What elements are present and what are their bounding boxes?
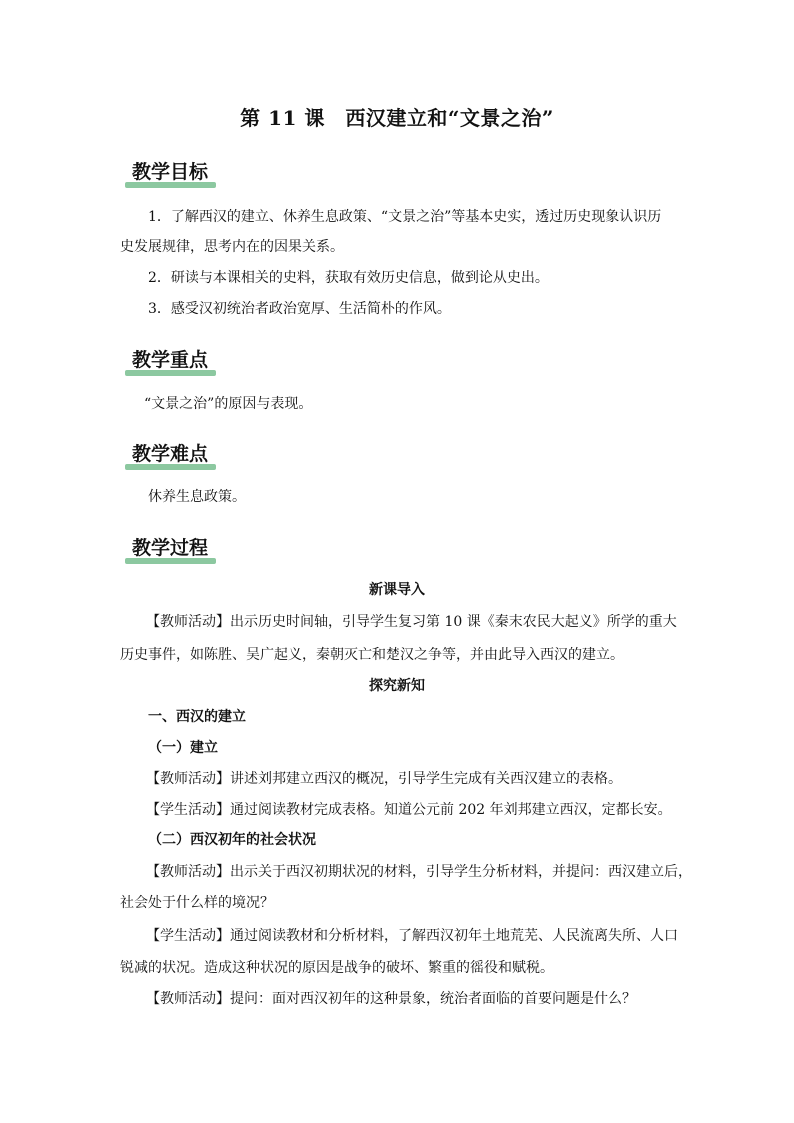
sub-heading-1: （一）建立 xyxy=(148,740,218,756)
section-heading-difficult xyxy=(130,442,210,466)
section-heading-process xyxy=(130,536,210,560)
intro-line-2: 历史事件，如陈胜、吴广起义，秦朝灭亡和楚汉之争等，并由此导入西汉的建立。 xyxy=(120,647,624,663)
section-heading-key xyxy=(130,348,210,372)
goal-line-2: 史发展规律，思考内在的因果关系。 xyxy=(120,239,344,255)
difficult-point-text: 休养生息政策。 xyxy=(148,489,246,505)
sub1-line-2: 【学生活动】通过阅读教材完成表格。知道公元前 202 年刘邦建立西汉，定都长安。 xyxy=(146,802,672,818)
intro-heading: 新课导入 xyxy=(369,582,425,598)
sub2-line-1: 【教师活动】出示关于西汉初期状况的材料，引导学生分析材料，并提问：西汉建立后， xyxy=(146,864,692,880)
goal-line-3: 2．研读与本课相关的史料，获取有效历史信息，做到论从史出。 xyxy=(148,270,549,286)
intro-line-1: 【教师活动】出示历史时间轴，引导学生复习第 10 课《秦末农民大起义》所学的重大 xyxy=(146,614,677,630)
sub2-line-5: 【教师活动】提问：面对西汉初年的这种景象，统治者面临的首要问题是什么？ xyxy=(146,991,636,1007)
sub2-line-4: 锐减的状况。造成这种状况的原因是战争的破坏、繁重的徭役和赋税。 xyxy=(120,960,554,976)
page-title: 第 11 课 西汉建立和“文景之治” xyxy=(240,106,554,130)
goal-line-4: 3．感受汉初统治者政治宽厚、生活简朴的作风。 xyxy=(148,301,451,317)
sub-heading-2: （二）西汉初年的社会状况 xyxy=(148,832,316,848)
key-point-text: “文景之治”的原因与表现。 xyxy=(144,396,313,412)
section-heading-goals xyxy=(130,160,210,184)
section-heading-text: 教学目标 xyxy=(132,161,209,183)
sub1-line-1: 【教师活动】讲述刘邦建立西汉的概况，引导学生完成有关西汉建立的表格。 xyxy=(146,771,622,787)
sub2-line-2: 社会处于什么样的境况？ xyxy=(120,895,274,911)
explore-heading: 探究新知 xyxy=(369,678,425,694)
section-heading-text: 教学重点 xyxy=(132,349,209,371)
section-heading-text: 教学过程 xyxy=(132,537,209,559)
sub2-line-3: 【学生活动】通过阅读教材和分析材料，了解西汉初年土地荒芜、人民流离失所、人口 xyxy=(146,928,678,944)
part-heading-1: 一、西汉的建立 xyxy=(148,709,246,725)
goal-line-1: 1．了解西汉的建立、休养生息政策、“文景之治”等基本史实，透过历史现象认识历 xyxy=(148,209,662,225)
section-heading-text: 教学难点 xyxy=(132,443,209,465)
